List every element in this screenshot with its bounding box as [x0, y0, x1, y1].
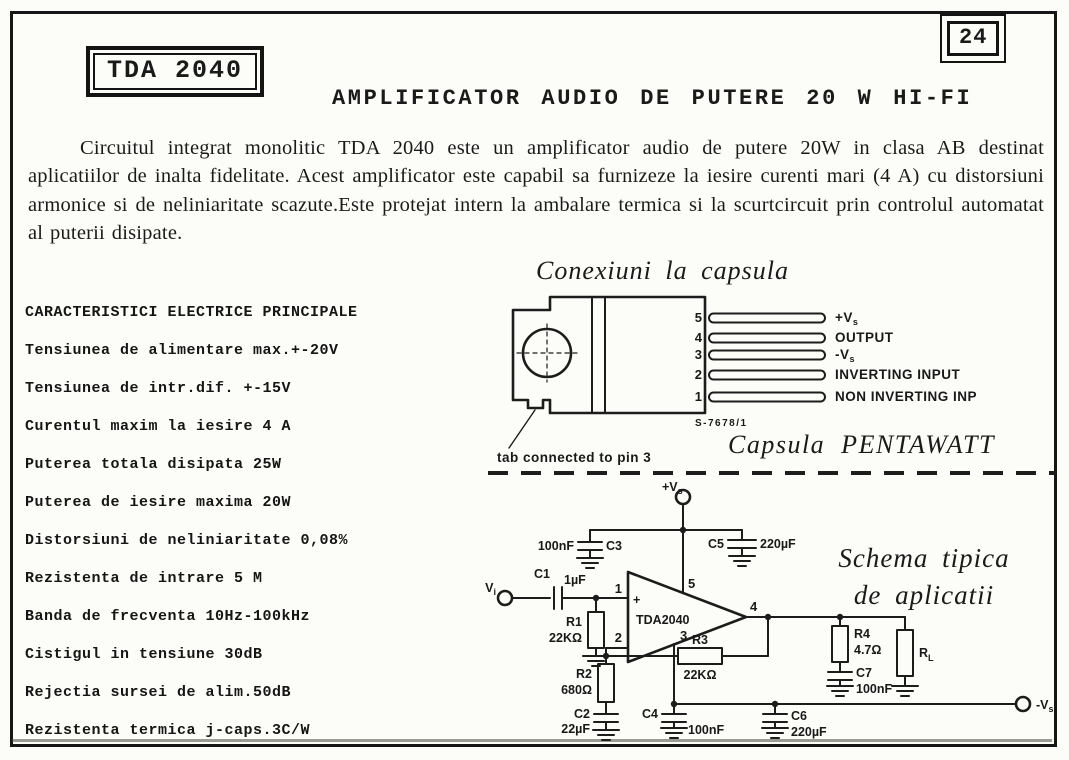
pin-label: $-V_s$ [835, 347, 856, 364]
tab-pointer-line [509, 410, 535, 448]
resistor-r3 [678, 648, 722, 664]
c1-ref: C1 [534, 567, 550, 581]
page-title: AMPLIFICATOR AUDIO DE PUTERE 20 W HI-FI [332, 86, 973, 111]
resistor-rl [897, 630, 913, 676]
c2-value: 22µF [561, 722, 590, 736]
pin-number: 5 [694, 310, 702, 325]
characteristic-item: Puterea de iesire maxima 20W [25, 494, 292, 511]
pin-label: INVERTING INPUT [835, 367, 961, 382]
c1-value: 1µF [564, 573, 586, 587]
ic-label: TDA2040 [636, 613, 690, 627]
pinout-section-title: Conexiuni la capsula [536, 256, 789, 285]
page-number: 24 [959, 25, 988, 50]
vminus-label: $-V_s$ [1036, 698, 1054, 714]
pin-label: OUTPUT [835, 330, 894, 345]
characteristic-item: Tensiunea de alimentare max.+-20V [25, 342, 339, 359]
capacitor-c5 [728, 540, 756, 548]
pin-row-1 [695, 389, 977, 404]
input-label: $V_i$ [485, 581, 496, 597]
ground-symbol [729, 556, 755, 566]
pin-lead [709, 371, 825, 380]
characteristics-list [25, 294, 358, 750]
capacitor-c3 [578, 542, 602, 550]
capacitor-c1 [554, 587, 562, 609]
ground-symbol [827, 686, 853, 696]
c5-value: 220µF [760, 537, 796, 551]
tab-note: tab connected to pin 3 [497, 450, 652, 465]
pin-row-4 [695, 330, 894, 345]
pin-lead [709, 351, 825, 360]
pin-row-2 [695, 367, 961, 382]
r1-ref: R1 [566, 615, 582, 629]
pin-number-4: 4 [750, 599, 758, 614]
noninverting-plus-sign: + [633, 593, 641, 607]
r2-ref: R2 [576, 667, 592, 681]
ground-symbol [661, 728, 687, 738]
pin-number-3: 3 [680, 628, 688, 643]
ground-symbol [593, 730, 619, 740]
capacitor-c2 [594, 714, 618, 722]
characteristic-item: Distorsiuni de neliniaritate 0,08% [25, 532, 349, 549]
capacitor-c6 [763, 714, 787, 722]
c6-ref: C6 [791, 709, 807, 723]
capacitor-c7 [828, 672, 852, 680]
pin-number-1: 1 [614, 581, 622, 596]
schematic-section-title: Schema tipica de aplicatii [838, 543, 1010, 610]
vminus-terminal [1016, 697, 1030, 711]
part-number: TDA 2040 [107, 56, 244, 85]
input-terminal [498, 591, 512, 605]
pin-lead [709, 314, 825, 323]
pin-number-2: 2 [614, 630, 622, 645]
pin-number-5: 5 [688, 576, 696, 591]
characteristic-item: Banda de frecventa 10Hz-100kHz [25, 608, 311, 625]
ground-symbol [892, 686, 918, 696]
c5-ref: C5 [708, 537, 724, 551]
pin-number: 2 [694, 367, 702, 382]
resistor-r4 [832, 626, 848, 662]
r3-ref: R3 [692, 633, 708, 647]
c3-value: 100nF [537, 539, 574, 553]
drawing-code: S-7678/1 [695, 418, 748, 429]
vplus-label: $+V_s$ [662, 480, 683, 496]
page-number-box [940, 14, 1006, 63]
intro-paragraph: Circuitul integrat monolitic TDA 2040 este un amplificator audio de putere 20W in clasa AB destinat aplicatiilor de inalta fidelitate. Acest amplificator este capabil sa furnizeze la iesire curenti mari (4 A) cu distorsiuni armonice si de neliniaritate scazute.Este protejat intern la ambalare termica si la scurtcircuit prin controlul automatat al puterii disipate. [28, 137, 1044, 245]
resistor-r2 [598, 664, 614, 702]
c7-value: 100nF [856, 682, 893, 696]
pentawatt-package-drawing [513, 297, 705, 413]
pin-lead [709, 334, 825, 343]
pin-number: 3 [694, 347, 702, 362]
characteristics-heading: CARACTERISTICI ELECTRICE PRINCIPALE [25, 304, 358, 321]
characteristic-item: Puterea totala disipata 25W [25, 456, 282, 473]
r4-ref: R4 [854, 627, 870, 641]
r2-value: 680Ω [561, 683, 592, 697]
application-schematic [478, 480, 1068, 748]
package-outline [513, 297, 705, 413]
pin-label: $+V_s$ [835, 310, 859, 327]
characteristic-item: Rezistenta termica j-caps.3C/W [25, 722, 311, 739]
resistor-r1 [588, 612, 604, 648]
characteristic-item: Tensiunea de intr.dif. +-15V [25, 380, 292, 397]
c3-ref: C3 [606, 539, 622, 553]
part-number-box [86, 46, 264, 97]
package-caption: Capsula PENTAWATT [728, 430, 995, 459]
c7-ref: C7 [856, 666, 872, 680]
characteristic-item: Rezistenta de intrare 5 M [25, 570, 263, 587]
pin-label: NON INVERTING INP [835, 389, 978, 404]
characteristic-item: Curentul maxim la iesire 4 A [25, 418, 292, 435]
c2-ref: C2 [574, 707, 590, 721]
r4-value: 4.7Ω [854, 643, 882, 657]
pin-lead [709, 393, 825, 402]
junction-dot [765, 614, 771, 620]
r3-value: 22KΩ [683, 668, 717, 682]
capacitor-c4 [662, 714, 686, 722]
characteristic-item: Rejectia sursei de alim.50dB [25, 684, 292, 701]
ground-symbol [577, 558, 603, 568]
load-label: $R_L$ [919, 646, 934, 663]
pin-row-3 [695, 347, 855, 364]
c4-ref: C4 [642, 707, 658, 721]
r1-value: 22KΩ [549, 631, 582, 645]
c4-value: 100nF [688, 723, 725, 737]
ground-symbol [762, 728, 788, 738]
pin-row-5 [695, 310, 859, 327]
c6-value: 220µF [791, 725, 827, 739]
pin-number: 4 [694, 330, 702, 345]
characteristic-item: Cistigul in tensiune 30dB [25, 646, 263, 663]
section-divider-dashed [488, 471, 1056, 475]
pin-number: 1 [694, 389, 702, 404]
